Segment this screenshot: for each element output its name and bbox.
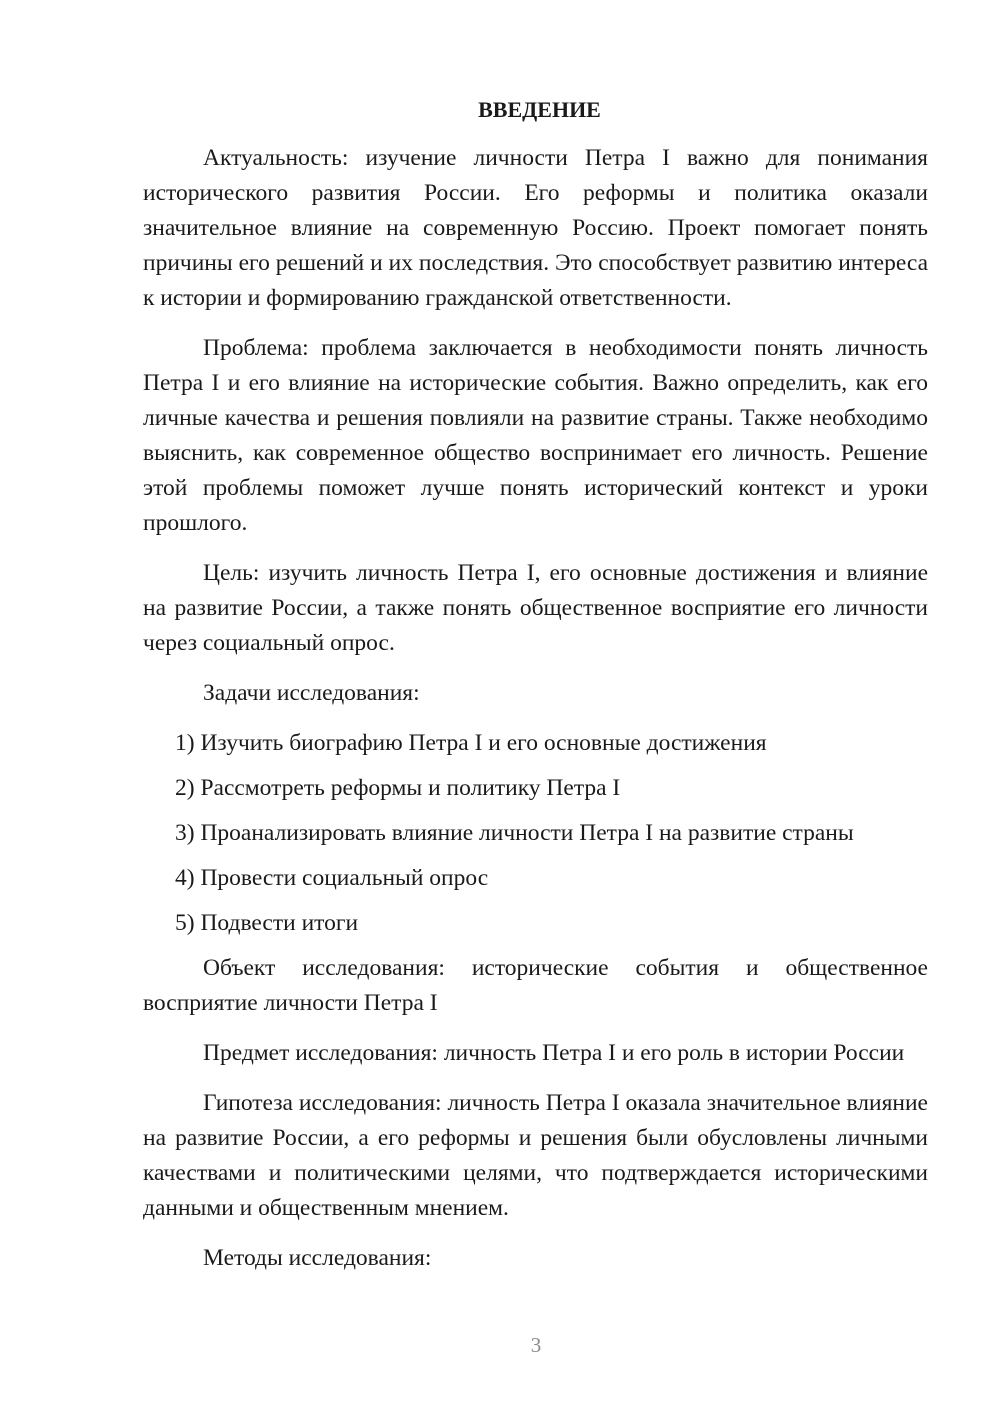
tasks-heading: Задачи исследования: xyxy=(203,680,420,706)
list-item: 4) Провести социальный опрос xyxy=(175,865,489,891)
relevance-paragraph: Актуальность: изучение личности Петра I важно для понимания исторического развития России. Его реформы и политика оказали значительное влияние на современную Россию. Проект помогает понять причины его решений и их последствия. Это способствует развитию интереса к истории и формированию гражданской ответственности. xyxy=(143,145,928,311)
tasks-list xyxy=(143,726,928,941)
list-item: 5) Подвести итоги xyxy=(175,910,359,936)
page-content xyxy=(143,94,928,1291)
list-item: 1) Изучить биографию Петра I и его основные достижения xyxy=(175,730,767,756)
list-item: 2) Рассмотреть реформы и политику Петра I xyxy=(175,775,621,801)
hypothesis-paragraph: Гипотеза исследования: личность Петра I оказала значительное влияние на развитие России, а его реформы и решения были обусловлены личными качествами и политическими целями, что подтверждается историческими данными и общественным мнением. xyxy=(143,1090,928,1221)
object-paragraph: Объект исследования: исторические события и общественное восприятие личности Петра I xyxy=(143,955,928,1016)
list-item: 3) Проанализировать влияние личности Петра I на развитие страны xyxy=(175,820,854,846)
subject-paragraph: Предмет исследования: личность Петра I и его роль в истории России xyxy=(203,1040,905,1066)
problem-paragraph: Проблема: проблема заключается в необходимости понять личность Петра I и его влияние на исторические события. Важно определить, как его личные качества и решения повлияли на развитие страны. Также необходимо выяснить, как современное общество воспринимает его личность. Решение этой проблемы поможет лучше понять исторический контекст и уроки прошлого. xyxy=(143,335,928,536)
page-title: ВВЕДЕНИЕ xyxy=(478,97,601,122)
goal-paragraph: Цель: изучить личность Петра I, его основные достижения и влияние на развитие России, а также понять общественное восприятие его личности через социальный опрос. xyxy=(143,560,928,656)
methods-heading: Методы исследования: xyxy=(203,1245,432,1271)
page-number: 3 xyxy=(530,1333,542,1357)
